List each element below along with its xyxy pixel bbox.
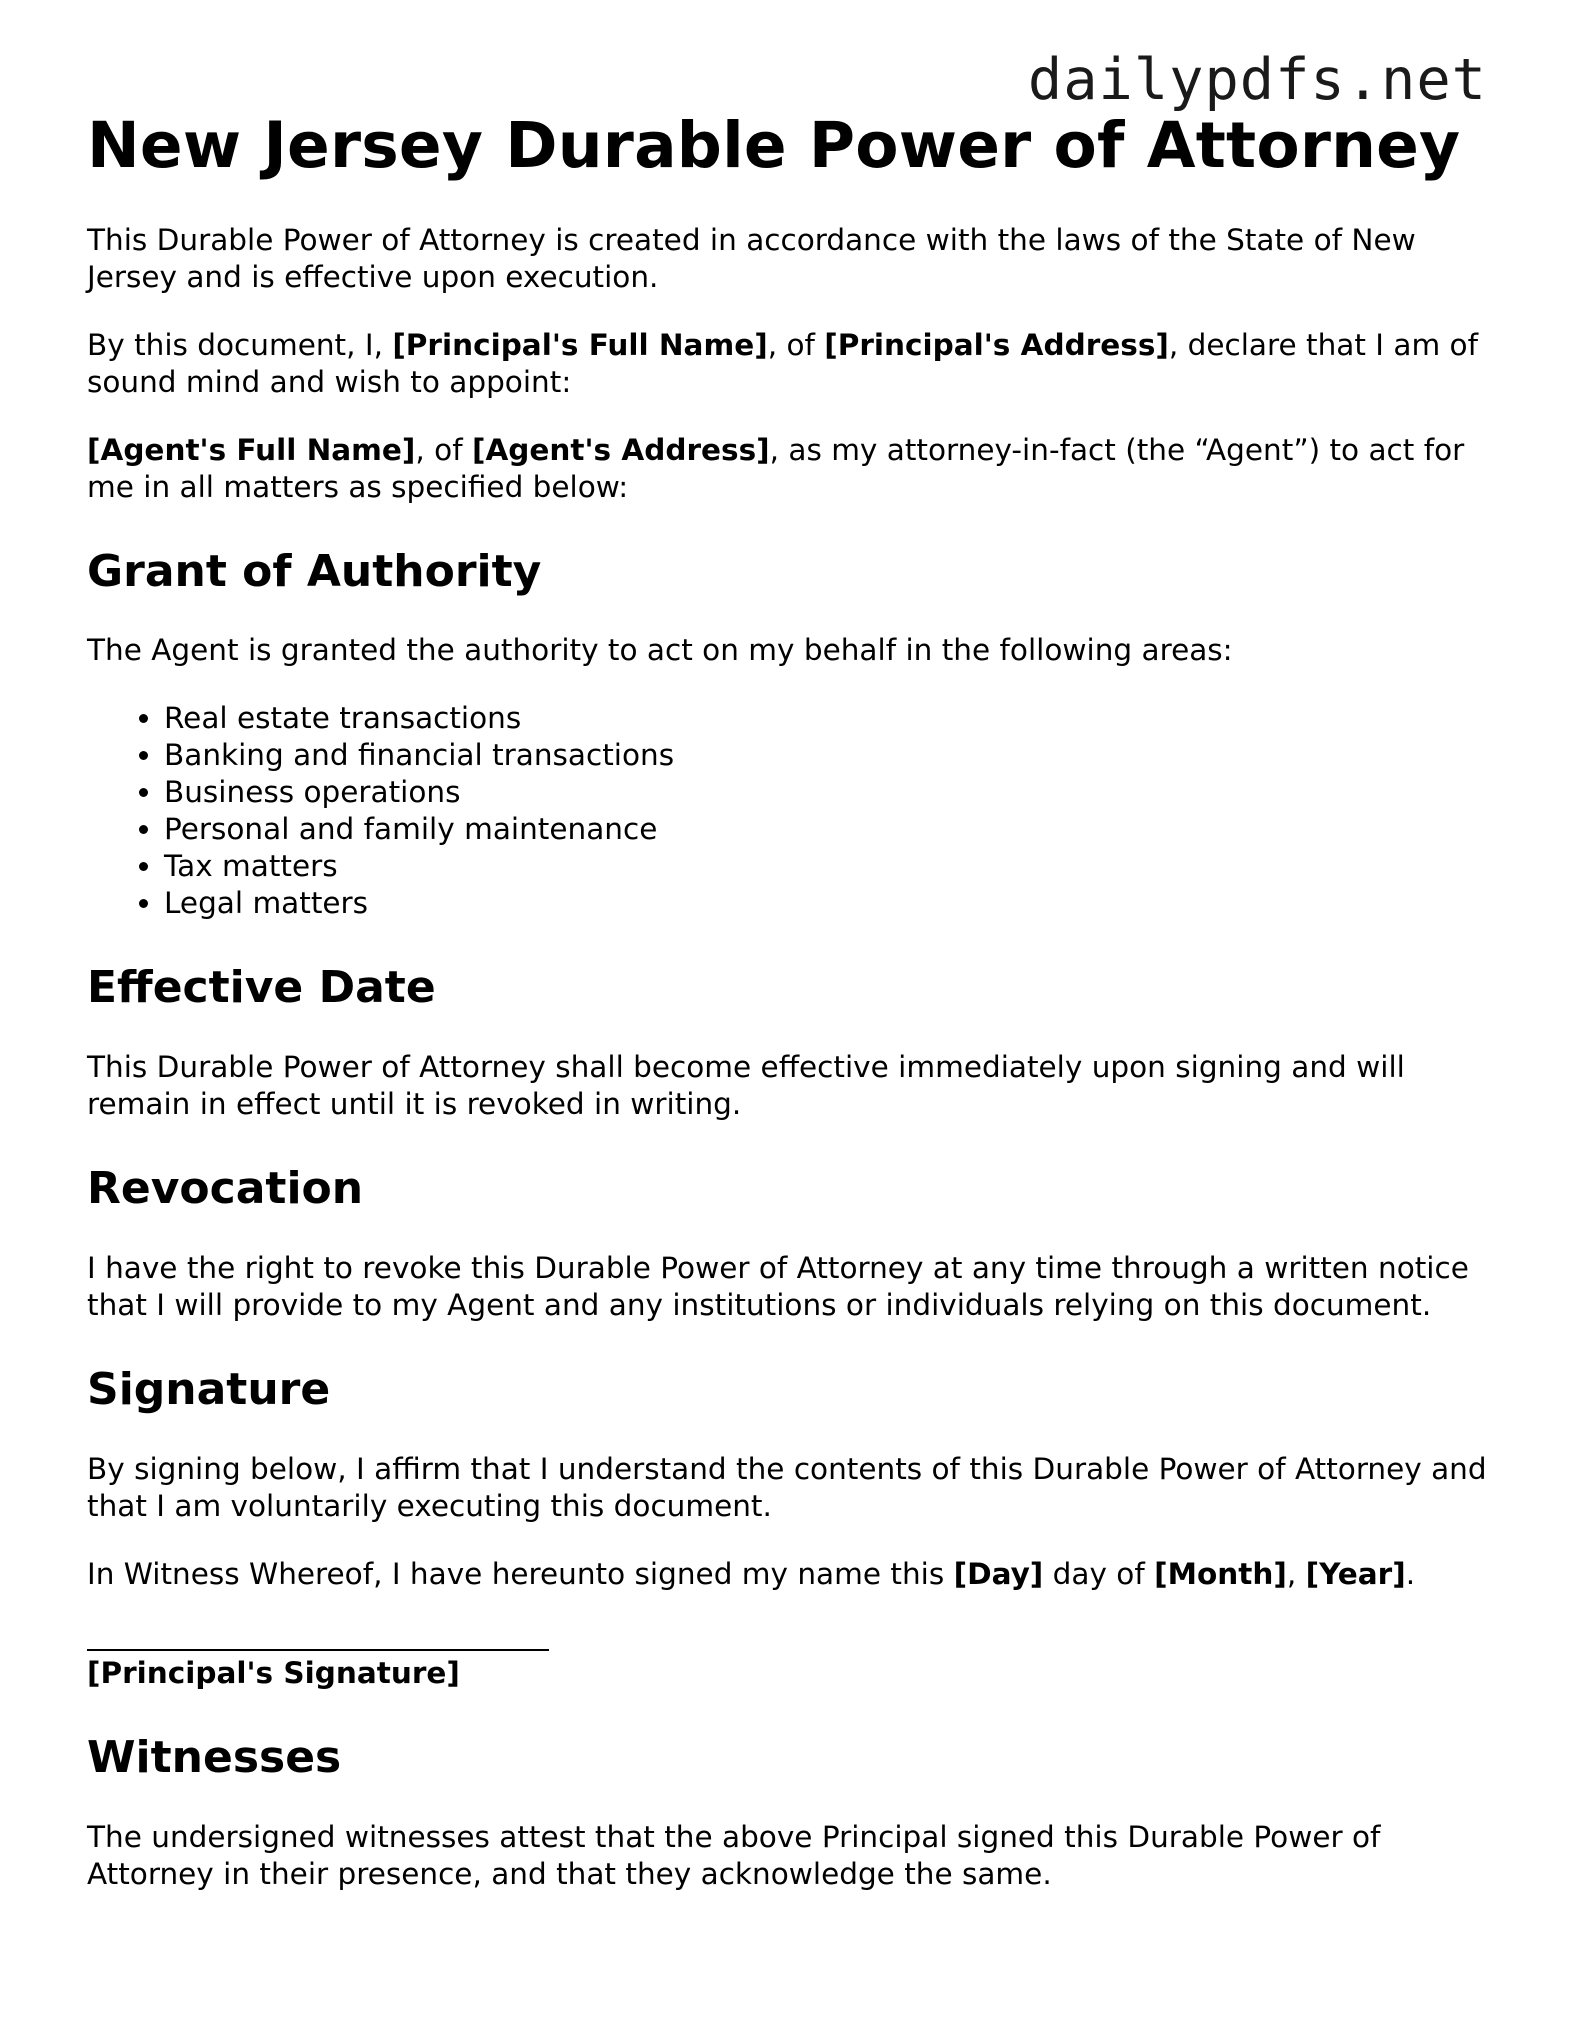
document-title: New Jersey Durable Power of Attorney (87, 109, 1461, 182)
agent-suffix: , as my attorney-in-fact (the “Agent”) to act for me in all matters as specified below: (87, 432, 1465, 504)
agent-of: , of (415, 432, 472, 467)
signature-heading: Signature (87, 1363, 331, 1415)
list-item: • Real estate transactions (164, 700, 1497, 737)
witnesses-text: The undersigned witnesses attest that the above Principal signed this Durable Power of Attorney in their presence, and that they acknowledge the same. (87, 1819, 1381, 1891)
principal-address-placeholder: [Principal's Address] (824, 327, 1169, 362)
agent-paragraph (87, 432, 1497, 506)
principal-name-placeholder: [Principal's Full Name] (392, 327, 768, 362)
effective-heading: Effective Date (87, 962, 436, 1014)
list-item: • Business operations (164, 774, 1497, 811)
intro-paragraph: This Durable Power of Attorney is created in accordance with the laws of the State of New Jersey and is effective upon execution. (87, 222, 1416, 294)
list-item: • Legal matters (164, 885, 1497, 922)
effective-text: This Durable Power of Attorney shall become effective immediately upon signing and will remain in effect until it is revoked in writing. (87, 1050, 1405, 1122)
principal-signature-label: [Principal's Signature] (87, 1655, 460, 1690)
appoint-suffix: , declare that I am of sound mind and wish to appoint: (87, 327, 1478, 399)
revocation-text: I have the right to revoke this Durable Power of Attorney at any time through a written notice that I will provide to my Agent and any institutions or individuals relying on this document. (87, 1250, 1469, 1322)
revocation-heading: Revocation (87, 1163, 364, 1215)
watermark: dailypdfs.net (1027, 47, 1487, 113)
day-placeholder: [Day] (953, 1556, 1044, 1591)
grant-heading: Grant of Authority (87, 545, 542, 597)
date-period: . (1405, 1556, 1416, 1591)
grant-text: The Agent is granted the authority to act on my behalf in the following areas: (87, 633, 1233, 668)
witnesses-heading: Witnesses (87, 1731, 342, 1783)
authority-list (87, 700, 1497, 922)
agent-address-placeholder: [Agent's Address] (471, 432, 770, 467)
appoint-of: , of (767, 327, 825, 362)
day-of: day of (1043, 1556, 1155, 1591)
document-body (87, 108, 1497, 1924)
date-comma: , (1286, 1556, 1306, 1591)
signature-text: By signing below, I affirm that I understand the contents of this Durable Power of Attorney and that I am voluntarily executing this document. (87, 1451, 1487, 1523)
witness-whereof-paragraph (87, 1556, 1497, 1593)
list-item: • Banking and financial transactions (164, 737, 1497, 774)
list-item: • Personal and family maintenance (164, 811, 1497, 848)
year-placeholder: [Year] (1305, 1556, 1406, 1591)
signature-line (87, 1649, 549, 1651)
witness-prefix: In Witness Whereof, I have hereunto signed my name this (87, 1556, 954, 1591)
appoint-prefix: By this document, I, (87, 327, 393, 362)
appoint-paragraph (87, 327, 1497, 401)
month-placeholder: [Month] (1154, 1556, 1287, 1591)
agent-name-placeholder: [Agent's Full Name] (87, 432, 416, 467)
list-item: • Tax matters (164, 848, 1497, 885)
